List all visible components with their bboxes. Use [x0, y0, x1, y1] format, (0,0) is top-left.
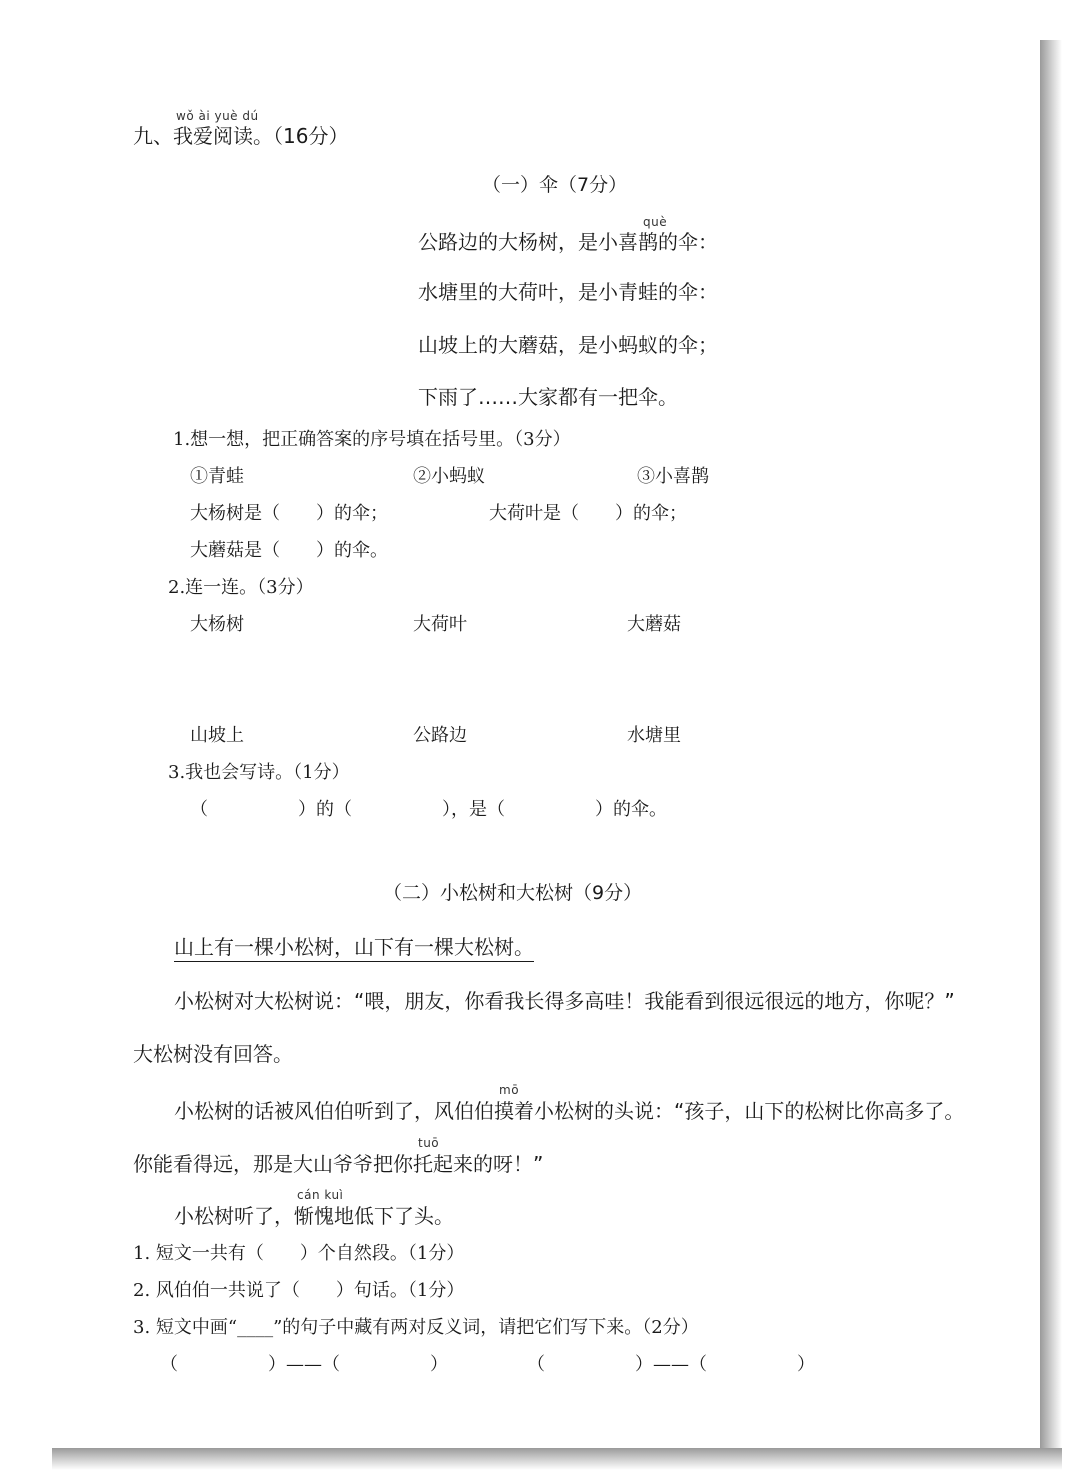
antonym-pair-1[interactable]: （ ）——（ ） [160, 1354, 448, 1375]
passage-paragraph-4-cont: 你能看得远，那是大山爷爷把你托起来的呀！” [133, 1152, 544, 1176]
antonym-pair-2[interactable]: （ ）——（ ） [527, 1354, 815, 1375]
pinyin-wo-ai-yue-du: wǒ ài yuè dú [176, 109, 259, 123]
q2-bottom-1[interactable]: 山坡上 [190, 725, 244, 746]
q2-prompt: 2.连一连。（3分） [168, 577, 314, 598]
q2-top-1[interactable]: 大杨树 [190, 614, 244, 635]
poem-line-4: 下雨了……大家都有一把伞。 [418, 385, 678, 409]
part-two-title: （二）小松树和大松树（9分） [383, 882, 643, 904]
part-two-question-1[interactable]: 1. 短文一共有（ ）个自然段。（1分） [133, 1243, 465, 1264]
page-shadow-right [1040, 40, 1062, 1460]
passage-paragraph-4: 小松树的话被风伯伯听到了，风伯伯摸着小松树的头说：“孩子，山下的松树比你高多了。 [174, 1099, 965, 1123]
q2-bottom-3[interactable]: 水塘里 [627, 725, 681, 746]
q1-blank-3[interactable]: 大蘑菇是（ ）的伞。 [190, 540, 388, 561]
pinyin-mo: mō [499, 1083, 520, 1097]
pinyin-que: què [643, 215, 668, 229]
passage-paragraph-3: 大松树没有回答。 [133, 1042, 293, 1066]
part-two-question-2[interactable]: 2. 风伯伯一共说了（ ）句话。（1分） [133, 1280, 465, 1301]
part-two-question-3: 3. 短文中画“____”的句子中藏有两对反义词，请把它们写下来。（2分） [133, 1317, 699, 1338]
part-one-title: （一）伞（7分） [482, 174, 628, 196]
pinyin-cankui: cán kuì [297, 1188, 344, 1202]
poem-line-2: 水塘里的大荷叶，是小青蛙的伞： [418, 280, 718, 304]
passage-paragraph-1 [174, 931, 534, 960]
passage-paragraph-5: 小松树听了，惭愧地低下了头。 [174, 1204, 454, 1228]
pinyin-tuo: tuō [418, 1136, 440, 1150]
q1-prompt: 1.想一想，把正确答案的序号填在括号里。（3分） [173, 429, 571, 450]
page-shadow-bottom [52, 1448, 1062, 1470]
q1-blank-2[interactable]: 大荷叶是（ ）的伞； [489, 503, 687, 524]
q1-blank-1[interactable]: 大杨树是（ ）的伞； [190, 503, 388, 524]
passage-paragraph-2: 小松树对大松树说：“喂，朋友，你看我长得多高哇！我能看到很远很远的地方，你呢？” [174, 989, 955, 1013]
q3-prompt: 3.我也会写诗。（1分） [168, 762, 350, 783]
q2-bottom-2[interactable]: 公路边 [413, 725, 467, 746]
q1-option-2: ②小蚂蚁 [413, 466, 485, 487]
section-nine-title: 九、我爱阅读。（16分） [133, 124, 349, 148]
q3-blank[interactable]: （ ）的（ ），是（ ）的伞。 [190, 799, 667, 820]
q2-top-2[interactable]: 大荷叶 [413, 614, 467, 635]
q1-option-1: ①青蛙 [190, 466, 244, 487]
underlined-sentence: 山上有一棵小松树，山下有一棵大松树。 [174, 935, 534, 962]
q2-top-3[interactable]: 大蘑菇 [627, 614, 681, 635]
poem-line-3: 山坡上的大蘑菇，是小蚂蚁的伞； [418, 333, 718, 357]
q1-option-3: ③小喜鹊 [637, 466, 709, 487]
poem-line-1: 公路边的大杨树，是小喜鹊的伞： [418, 230, 718, 254]
